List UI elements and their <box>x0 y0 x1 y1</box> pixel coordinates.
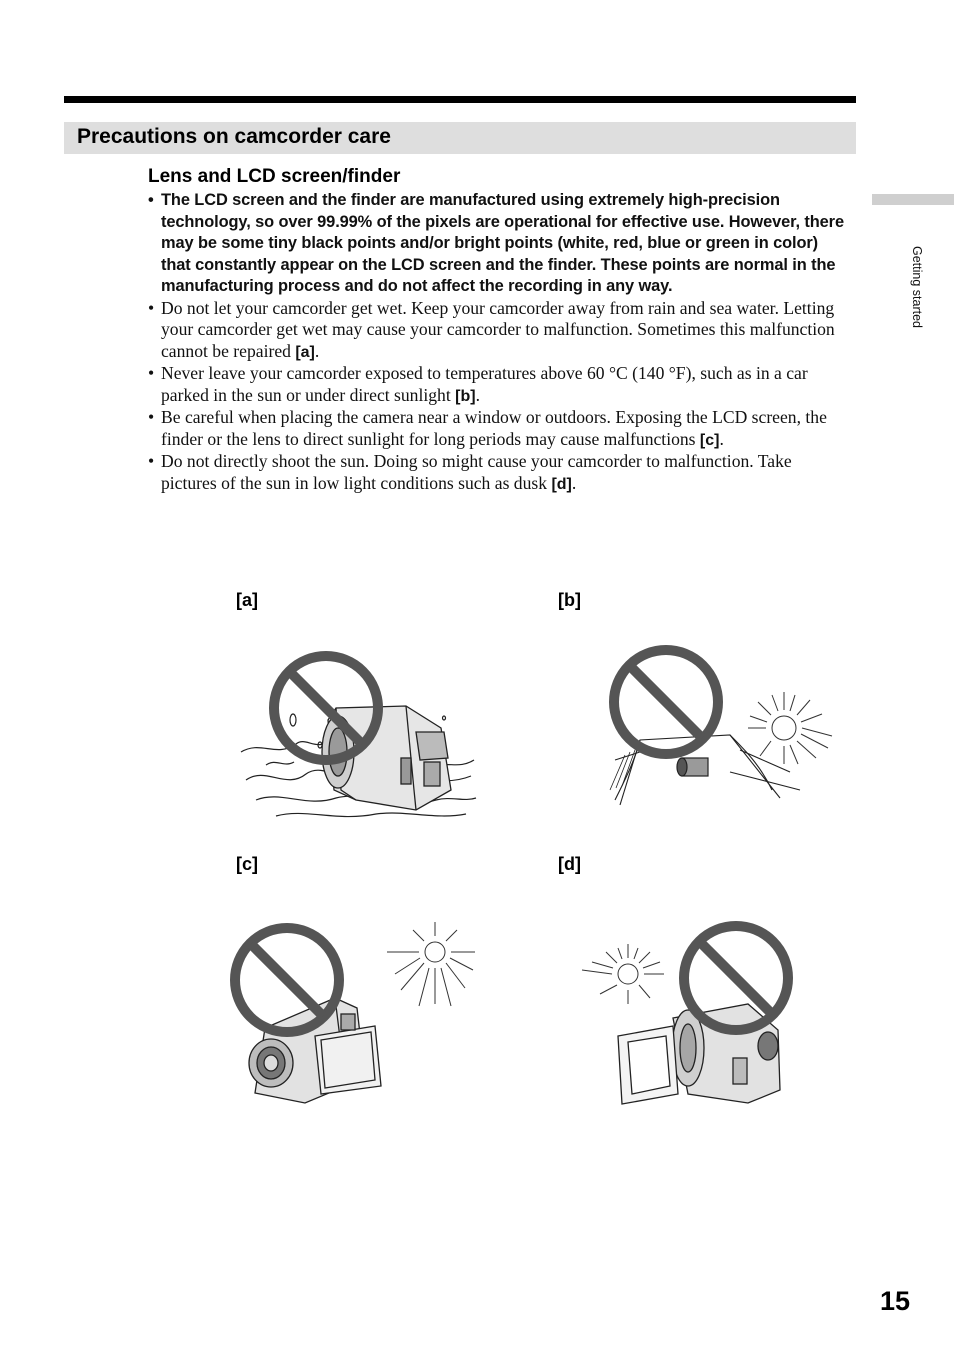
figure-reference: [a] <box>295 343 315 361</box>
list-item <box>148 451 848 495</box>
bullet-text: Never leave your camcorder exposed to temperatures above 60 °C (140 °F), such as in a car parked in the sun or under direct sunlight <box>161 363 808 405</box>
figure-reference: [c] <box>699 431 720 449</box>
camcorder-in-sunlit-car-prohibited-icon <box>600 640 845 815</box>
list-item <box>148 363 848 407</box>
figure-reference: [d] <box>551 475 572 493</box>
side-tab-label: Getting started <box>910 246 924 328</box>
figure-label-c: [c] <box>236 854 258 874</box>
bullet-end: . <box>719 428 724 449</box>
camcorder-lens-to-sun-prohibited-icon <box>225 918 485 1123</box>
bullet-text: Be careful when placing the camera near a window or outdoors. Exposing the LCD screen, the finder or the lens to direct sunlight for long periods may cause malfunctions <box>161 407 827 449</box>
page-number: 15 <box>880 1286 911 1316</box>
section-header-bar <box>64 122 856 154</box>
list-item <box>148 407 848 451</box>
bullet-text: The LCD screen and the finder are manufactured using extremely high-precision technology, so over 99.99% of the pixels are operational for effective use. However, there may be some tiny black points and/or bright points (white, red, blue or green in color) that constantly appear on the LCD screen and the finder. These points are normal in the manufacturing process and do not affect the recording in any way. <box>161 191 844 295</box>
section-title: Precautions on camcorder care <box>77 125 391 148</box>
bullet-end: . <box>571 472 577 493</box>
bullet-text: Do not let your camcorder get wet. Keep your camcorder away from rain and sea water. Letting your camcorder get wet may cause your camcorder to malfunction. Sometimes this malfunction cannot be repaired <box>161 297 835 361</box>
figure-reference: [b] <box>455 387 476 405</box>
bullet-end: . <box>475 384 480 405</box>
bullet-text: Do not directly shoot the sun. Doing so might cause your camcorder to malfunction. Take pictures of the sun in low light conditions such as dusk <box>161 451 792 493</box>
bullet-end: . <box>314 340 320 361</box>
precautions-list <box>148 190 848 495</box>
camcorder-lcd-to-sun-prohibited-icon <box>578 918 803 1113</box>
list-item <box>148 298 848 364</box>
subsection-title: Lens and LCD screen/finder <box>148 166 401 187</box>
side-tab-marker <box>872 194 954 205</box>
list-item <box>148 190 848 298</box>
camcorder-in-water-prohibited-icon <box>236 640 486 825</box>
figure-label-d: [d] <box>558 854 581 874</box>
figure-label-a: [a] <box>236 590 258 610</box>
figure-label-b: [b] <box>558 590 581 610</box>
top-rule <box>64 96 856 103</box>
